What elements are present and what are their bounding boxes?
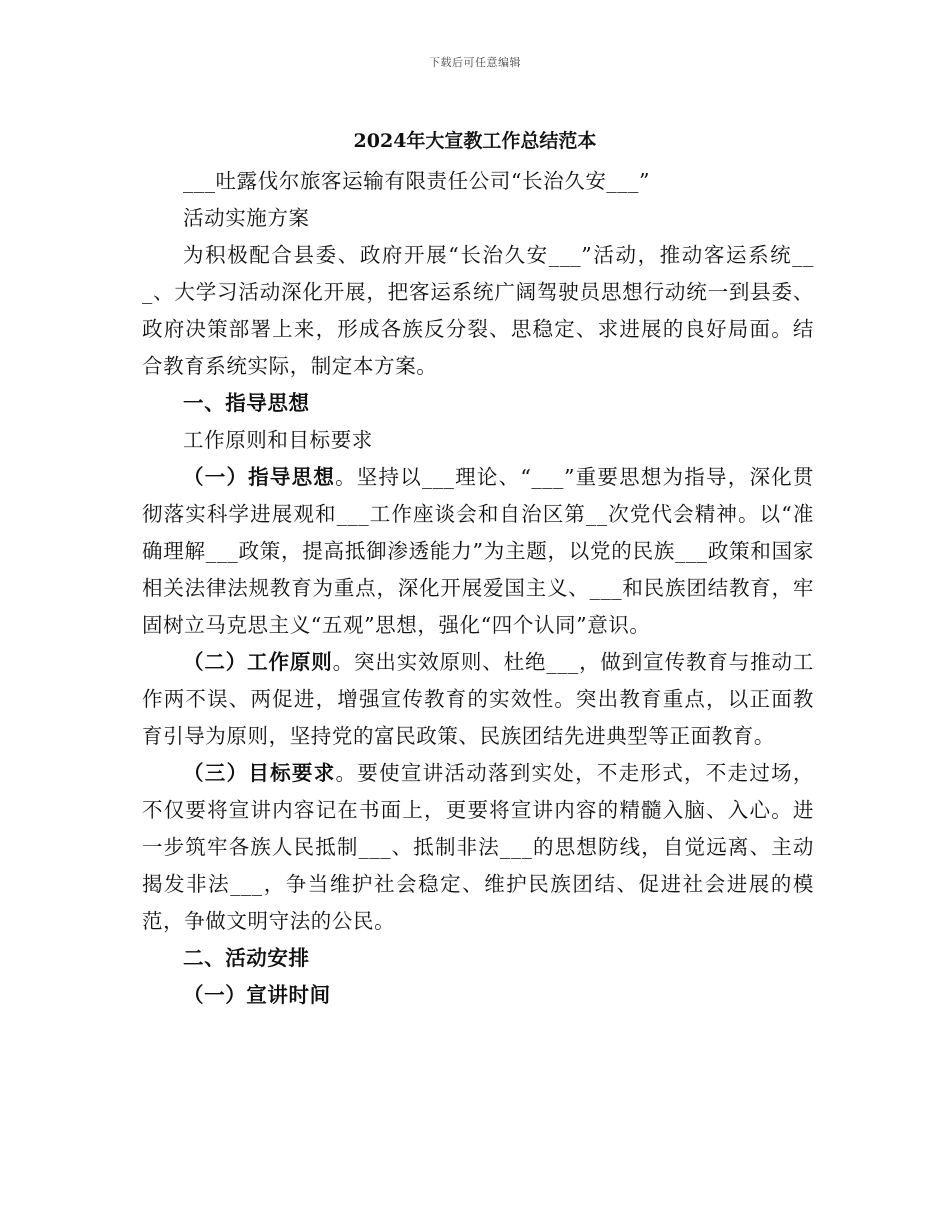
paragraph-text: 。坚持以___理论、“___”重要思想为指导，深化贯彻落实科学进展观和___工作座谈会和自治区第__次党代会精神。以“准确理解___政策，提高抵御渗透能力”为主题，以党的民族___政策和国家相关法律法规教育为重点，深化开展爱国主义、___和民族团结教育，牢固树立马克思主义“五观”思想，强化“四个认同”意识。 (142, 465, 815, 637)
paragraph-lead: 一、指导思想 (183, 391, 310, 415)
paragraph-section-1 (142, 459, 814, 644)
heading-activity-arrangement (142, 940, 814, 977)
paragraph-text: 为积极配合县委、政府开展“长治久安___”活动，推动客运系统___、大学习活动深化开展，把客运系统广阔驾驶员思想行动统一到县委、政府决策部署上来，形成各族反分裂、思稳定、求进展的良好局面。结合教育系统实际，制定本方案。 (142, 243, 814, 378)
paragraph-lead: （一）指导思想 (183, 465, 336, 489)
paragraph-text: 工作原则和目标要求 (183, 428, 373, 452)
paragraph-lead: （二）工作原则 (183, 650, 333, 674)
paragraph-text: 。要使宣讲活动落到实处，不走形式，不走过场，不仅要将宣讲内容记在书面上，更要将宣讲内容的精髓入脑、入心。进一步筑牢各族人民抵制___、抵制非法___的思想防线，自觉远离、主动揭发非法___，争当维护社会稳定、维护民族团结、促进社会进展的模范，争做文明守法的公民。 (142, 761, 815, 933)
paragraph-lead: （一）宣讲时间 (183, 983, 331, 1007)
paragraph-section-2 (142, 644, 814, 755)
paragraph-lead: 二、活动安排 (183, 946, 310, 970)
paragraph-text: 。突出实效原则、杜绝___，做到宣传教育与推动工作两不误、两促进，增强宣传教育的实效性。突出教育重点，以正面教育引导为原则，坚持党的富民政策、民族团结先进典型等正面教育。 (142, 650, 815, 748)
paragraph-text: 活动实施方案 (183, 206, 310, 230)
paragraph-text: ___吐露伐尔旅客运输有限责任公司“长治久安___” (183, 169, 651, 193)
header-note: 下载后可任意编辑 (429, 56, 521, 69)
paragraph-plan-title (142, 200, 814, 237)
paragraph-lead: （三）目标要求 (183, 761, 336, 785)
paragraph-principles-goals (142, 422, 814, 459)
paragraph-intro (142, 237, 814, 385)
paragraph-company-line (142, 163, 814, 200)
document-body (142, 163, 814, 1014)
paragraph-section-3 (142, 755, 814, 940)
heading-lecture-time (142, 977, 814, 1014)
document-title: 2024年大宣教工作总结范本 (353, 130, 597, 152)
heading-guiding-thought (142, 385, 814, 422)
